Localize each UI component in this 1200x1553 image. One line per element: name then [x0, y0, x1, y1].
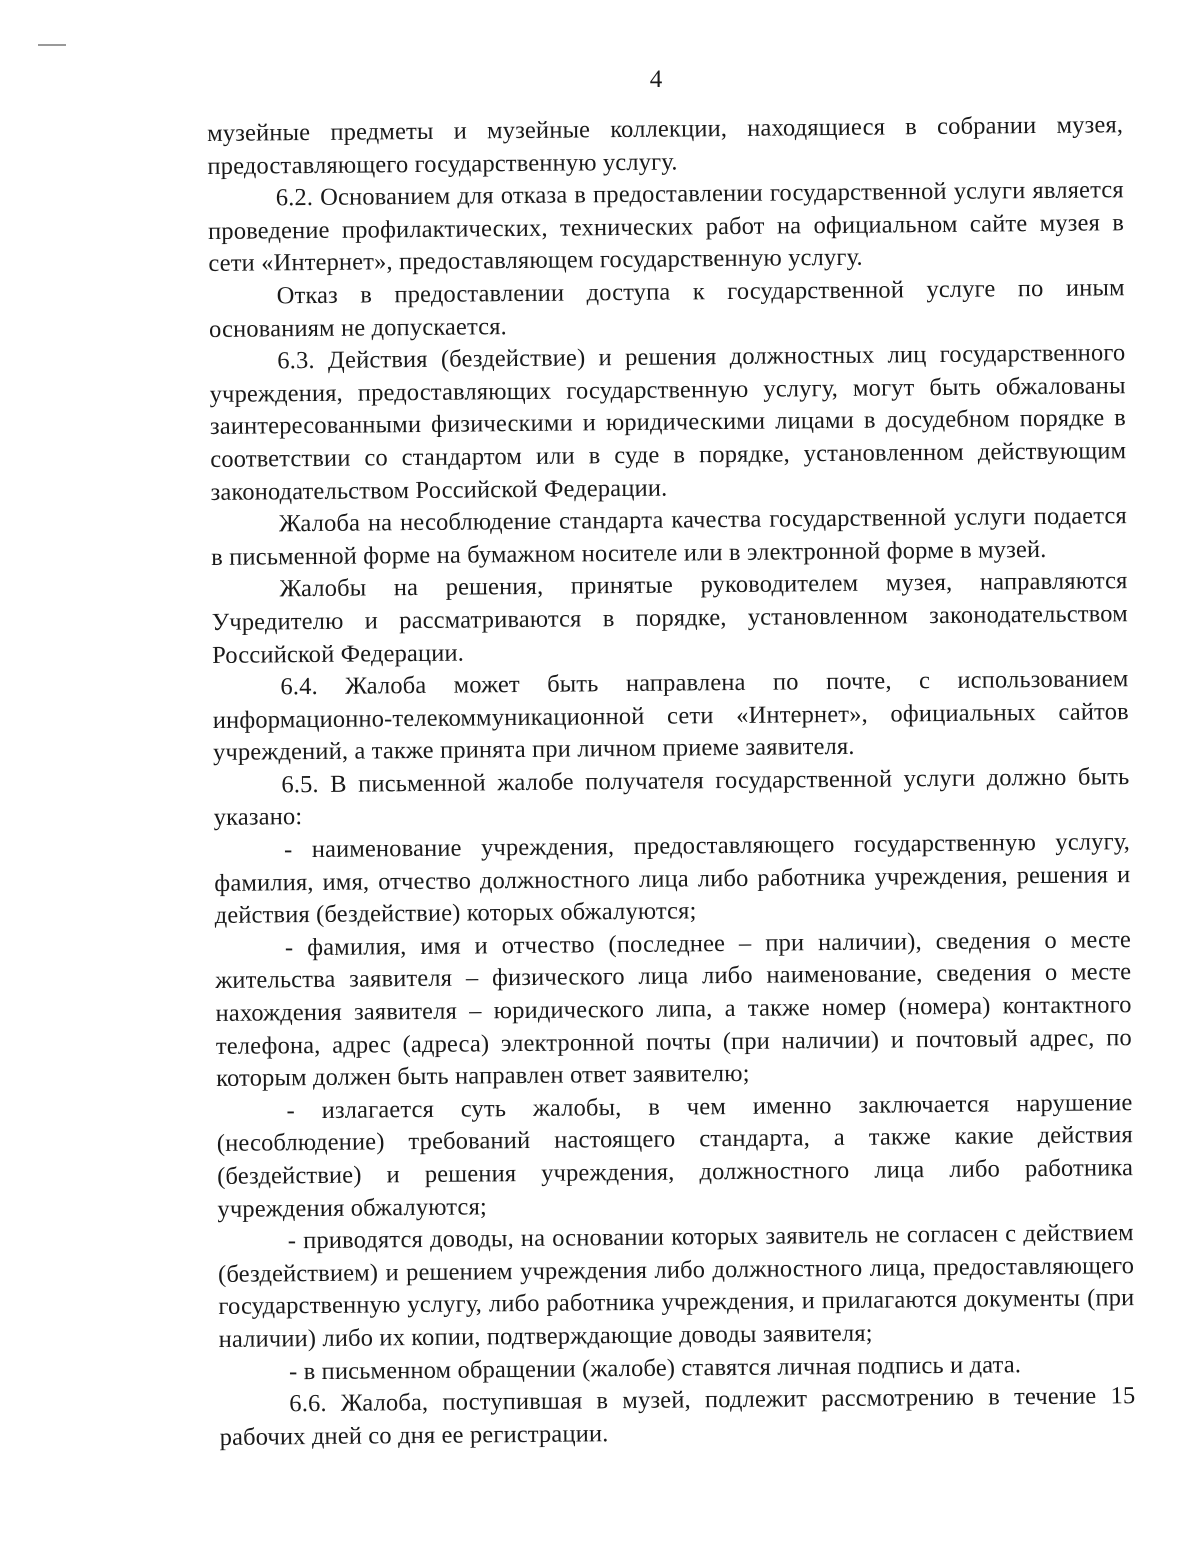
list-item-institution: - наименование учреждения, предоставляющего государственную услугу, фамилия, имя, отчество должностного лица либо работника учреждения, решения и действия (бездействие) которых обжалуются; — [214, 828, 1131, 930]
paragraph-continuation: музейные предметы и музейные коллекции, находящиеся в собрании музея, предоставляющего государственную услугу. — [207, 111, 1124, 180]
paragraph-6-4: 6.4. Жалоба может быть направлена по почте, с использованием информационно-телекоммуникационной сети «Интернет», официальных сайтов учреждений, а также принята при личном приеме заявителя. — [212, 665, 1129, 767]
paragraph-6-6: 6.6. Жалоба, поступившая в музей, подлежит рассмотрению в течение 15 рабочих дней со дня ее регистрации. — [219, 1382, 1136, 1451]
list-item-arguments: - приводятся доводы, на основании которых заявитель не согласен с действием (бездействием) и решением учреждения либо должностного лица, предоставляющего государственную услугу, либо работника учреждения, и прилагаются документы (при наличии) либо их копии, подтверждающие доводы заявителя; — [217, 1219, 1135, 1353]
paragraph-complaint-form: Жалоба на несоблюдение стандарта качества государственной услуги подается в письменной форме на бумажном носителе или в электронной форме в музей. — [211, 502, 1127, 571]
list-item-applicant-details: - фамилия, имя и отчество (последнее – при наличии), сведения о месте жительства заявителя – физического лица либо наименование, сведения о месте нахождения заявителя – юридического липа, а также номер (номера) контактного телефона, адрес (адреса) электронной почты (при наличии) и почтовый адрес, по которым должен быть направлен ответ заявителю; — [215, 926, 1132, 1093]
scan-artifact-mark — [38, 44, 66, 46]
paragraph-6-5: 6.5. В письменной жалобе получателя государственной услуги должно быть указано: — [213, 763, 1130, 832]
document-body — [207, 109, 1136, 1454]
paragraph-complaint-founder: Жалобы на решения, принятые руководителем музея, направляются Учредителю и рассматриваются в порядке, установленном законодательством Российской Федерации. — [211, 567, 1128, 669]
list-item-signature: - в письменном обращении (жалобе) ставятся личная подпись и дата. — [288, 1350, 1022, 1385]
page-number: 4 — [649, 66, 663, 93]
paragraph-6-3: 6.3. Действия (бездействие) и решения должностных лиц государственного учреждения, предоставляющих государственную услугу, могут быть обжалованы заинтересованными физическими и юридическими лицами в досудебном порядке в соответствии со стандартом или в суде в порядке, установленном действующим законодательством Российской Федерации. — [209, 339, 1127, 506]
list-item-complaint-essence: - излагается суть жалобы, в чем именно заключается нарушение (несоблюдение) требований настоящего стандарта, а также какие действия (бездействие) и решения учреждения, должностного лица либо работника учреждения обжалуются; — [216, 1088, 1134, 1223]
paragraph-refusal: Отказ в предоставлении доступа к государственной услуге по иным основаниям не допускается. — [208, 274, 1125, 343]
paragraph-6-2: 6.2. Основанием для отказа в предоставлении государственной услуги является проведение профилактических, технических работ на официальном сайте музея в сети «Интернет», предоставляющем государственную услугу. — [207, 176, 1125, 278]
